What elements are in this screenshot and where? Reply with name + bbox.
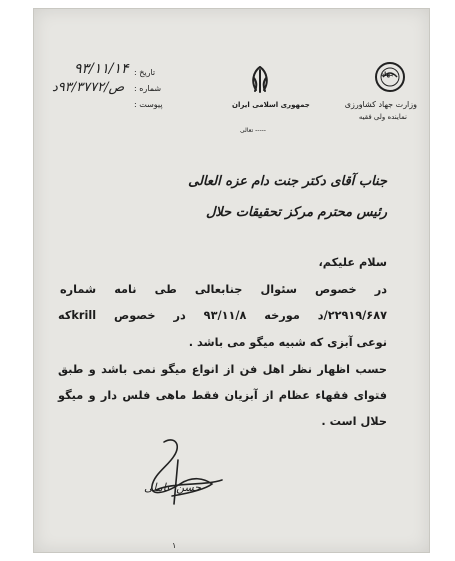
emblem-caption: جمهوری اسلامی ایران [232, 101, 310, 109]
body-line-1: در خصوص سئوال جنابعالی طی نامه شماره [60, 283, 387, 296]
ministry-logo-text: جهاد [381, 71, 395, 78]
recipient-line-1: جناب آقای دکتر جنت دام عزه العالی [188, 174, 387, 189]
recipient-line-2: رئیس محترم مرکز تحقیقات حلال [205, 205, 387, 220]
attachment-label: پیوست : [134, 100, 163, 109]
letter-page [33, 8, 430, 553]
greeting: سلام علیکم، [318, 256, 387, 269]
signature-icon [134, 434, 244, 524]
body-line-4: حسب اظهار نظر اهل فن از انواع میگو نمی باشد و طبق [58, 363, 387, 376]
body-line-5: فتوای فقهاء عظام از آبزیان فقط ماهی فلس دار و میگو [58, 389, 387, 402]
body-line-2: ۲۲۹۱۹/۶۸۷/د مورخه ۹۳/۱۱/۸ در خصوص krillکه [58, 309, 387, 322]
date-label: تاریخ : [134, 68, 156, 77]
body-line-3: نوعی آبزی که شبیه میگو می باشد . [188, 336, 387, 349]
national-emblem [247, 64, 273, 96]
emblem-subcaption: ----- تعالی [240, 127, 266, 134]
ministry-subtitle: نماینده ولی فقیه [358, 113, 407, 121]
signature-scribble [134, 434, 244, 524]
number-label: شماره : [134, 84, 162, 93]
national-emblem-icon [247, 64, 273, 96]
ministry-name: وزارت جهاد کشاورزی [344, 100, 417, 109]
date-value: ۹۳/۱۱/۱۴ [74, 61, 129, 77]
page-number: ۱ [172, 541, 177, 550]
body-line-6: حلال است . [321, 415, 387, 428]
signature-name: حسن عاملی [144, 481, 202, 494]
number-value: ص/۹۳/۳۷۷۲د [52, 80, 125, 95]
